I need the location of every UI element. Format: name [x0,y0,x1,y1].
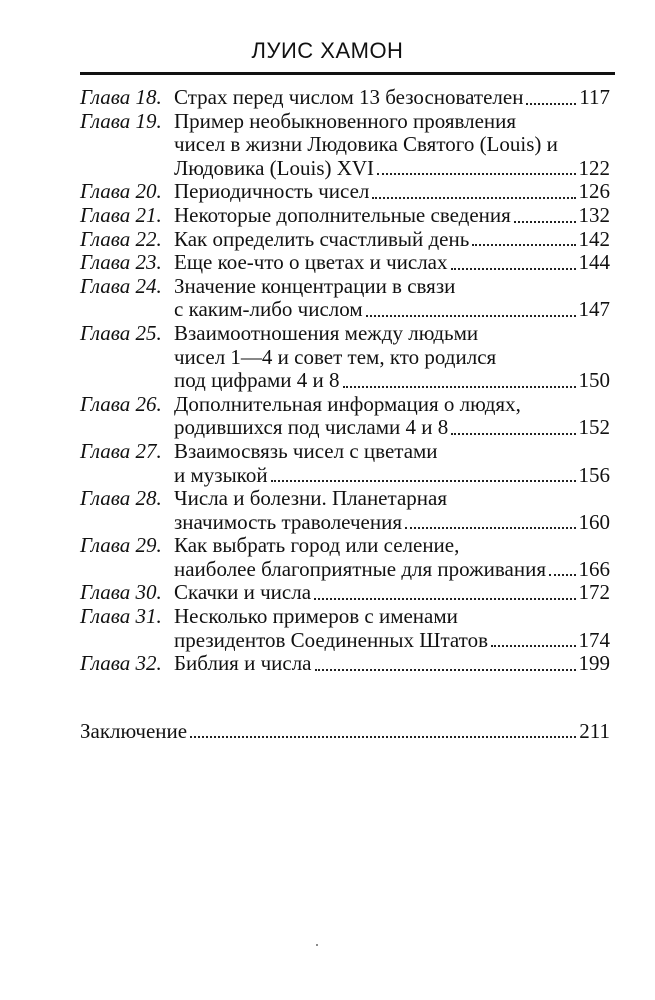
toc-page-number: 147 [578,298,610,322]
toc-entry-title: Еще кое-что о цветах и числах [174,251,448,275]
toc-entry-line [174,133,610,157]
dot-leader [366,315,576,317]
toc-entry[interactable] [80,251,610,275]
toc-entry[interactable] [80,393,610,440]
toc-entry-line [174,416,610,440]
running-header: ЛУИС ХАМОН [251,38,404,63]
toc-entry-title: под цифрами 4 и 8 [174,369,340,393]
toc-entry[interactable] [80,440,610,487]
chapter-label: Глава 25. [80,320,162,345]
toc-entry-line [174,487,610,511]
toc-page-number: 160 [578,510,610,534]
chapter-label: Глава 22. [80,226,162,251]
table-of-contents [80,86,610,676]
toc-entry-title: Периодичность чисел [174,180,370,204]
toc-entry[interactable] [80,534,610,581]
toc-page-number: 199 [578,652,610,676]
toc-entry[interactable] [80,605,610,652]
toc-entry-title: значимость траволечения [174,510,402,534]
toc-entry-title: наиболее благоприятные для проживания [174,557,546,581]
toc-page-number: 152 [578,416,610,440]
toc-entry-title: Несколько примеров с именами [174,605,458,629]
dot-leader [451,268,576,270]
dot-leader [451,433,575,435]
toc-entry[interactable] [80,180,610,204]
chapter-label: Глава 28. [80,486,162,511]
toc-page-number: 211 [579,719,610,743]
chapter-label: Глава 27. [80,438,162,463]
dot-leader [343,386,576,388]
dot-leader [372,197,575,199]
toc-page-number: 174 [578,628,610,652]
chapter-label: Глава 29. [80,533,162,558]
toc-entry-line [174,605,610,629]
toc-entry-line [174,369,610,393]
chapter-label: Глава 31. [80,604,162,629]
toc-page-number: 156 [578,463,610,487]
toc-entry-line [174,393,610,417]
chapter-label: Глава 23. [80,250,162,275]
toc-entry-title: Некоторые дополнительные сведения [174,203,511,227]
toc-entry-title: Пример необыкновенного проявления [174,109,517,133]
toc-entry-line [174,629,610,653]
toc-entry-line [174,251,610,275]
toc-page-number: 166 [578,557,610,581]
chapter-label: Глава 20. [80,179,162,204]
toc-entry-line [174,581,610,605]
toc-entry-line [174,110,610,134]
chapter-label: Глава 26. [80,391,162,416]
toc-entry-title: чисел 1—4 и совет тем, кто родился [174,345,497,369]
toc-page-number: 122 [578,156,610,180]
toc-entry-title: с каким-либо числом [174,298,363,322]
toc-entry-line [174,275,610,299]
toc-page-number: 150 [578,369,610,393]
toc-entry-title: Скачки и числа [174,581,312,605]
toc-entry-line [174,228,610,252]
toc-entry-line [174,204,610,228]
dot-leader [190,736,576,738]
dot-leader [549,574,576,576]
toc-entry-title: Числа и болезни. Планетарная [174,487,447,511]
toc-page-number: 117 [579,86,610,109]
dot-leader [526,103,576,105]
toc-entry-title: Дополнительная информация о людях, [174,392,521,416]
dot-leader [377,173,575,175]
header-rule [80,72,615,75]
chapter-label: Глава 19. [80,108,162,133]
toc-entry-title: Людовика (Louis) XVI [174,156,375,180]
dot-leader [315,669,576,671]
toc-entry[interactable] [80,86,610,110]
toc-entry-line [174,558,610,582]
toc-entry-line [174,86,610,110]
toc-entry-line [174,180,610,204]
toc-entry-line [174,157,610,181]
dot-leader [405,527,576,529]
toc-entry[interactable] [80,581,610,605]
toc-entry-title: Заключение [80,719,188,743]
toc-entry[interactable] [80,322,610,393]
toc-entry[interactable] [80,487,610,534]
toc-entry-title: Взаимосвязь чисел с цветами [174,439,438,463]
toc-page-number: 144 [578,251,610,275]
toc-entry-line [174,534,610,558]
toc-entry-title: Как определить счастливый день [174,227,470,251]
chapter-label: Глава 18. [80,85,162,109]
toc-page-number: 126 [578,180,610,204]
print-speck [316,944,318,946]
toc-entry-line [174,322,610,346]
toc-entry-title: Библия и числа [174,652,312,676]
toc-page-number: 142 [578,227,610,251]
dot-leader [472,244,575,246]
chapter-label: Глава 32. [80,651,162,676]
toc-entry-title: Значение концентрации в связи [174,274,456,298]
toc-entry-title: Как выбрать город или селение, [174,534,460,558]
toc-entry-title: и музыкой [174,463,268,487]
dot-leader [514,221,576,223]
toc-entry-title: президентов Соединенных Штатов [174,628,488,652]
toc-entry-title: Страх перед числом 13 безоснователен [174,86,524,109]
toc-entry-line [174,346,610,370]
toc-entry-title: Взаимоотношения между людьми [174,321,479,345]
toc-entry-line [174,464,610,488]
toc-entry-line [174,440,610,464]
toc-entry[interactable] [80,652,610,676]
toc-entry-line [174,511,610,535]
dot-leader [271,480,576,482]
toc-entry[interactable] [80,275,610,322]
dot-leader [491,645,576,647]
toc-entry-line [174,652,610,676]
toc-entry-conclusion[interactable] [80,719,610,743]
toc-entry[interactable] [80,110,610,181]
toc-entry[interactable] [80,204,610,228]
chapter-label: Глава 30. [80,580,162,605]
toc-page-number: 132 [578,203,610,227]
toc-page-number: 172 [578,581,610,605]
toc-entry-line [174,298,610,322]
toc-entry-title: родившихся под числами 4 и 8 [174,416,449,440]
dot-leader [314,598,575,600]
chapter-label: Глава 21. [80,202,162,227]
chapter-label: Глава 24. [80,273,162,298]
toc-entry-title: чисел в жизни Людовика Святого (Louis) и [174,133,558,157]
toc-entry[interactable] [80,228,610,252]
